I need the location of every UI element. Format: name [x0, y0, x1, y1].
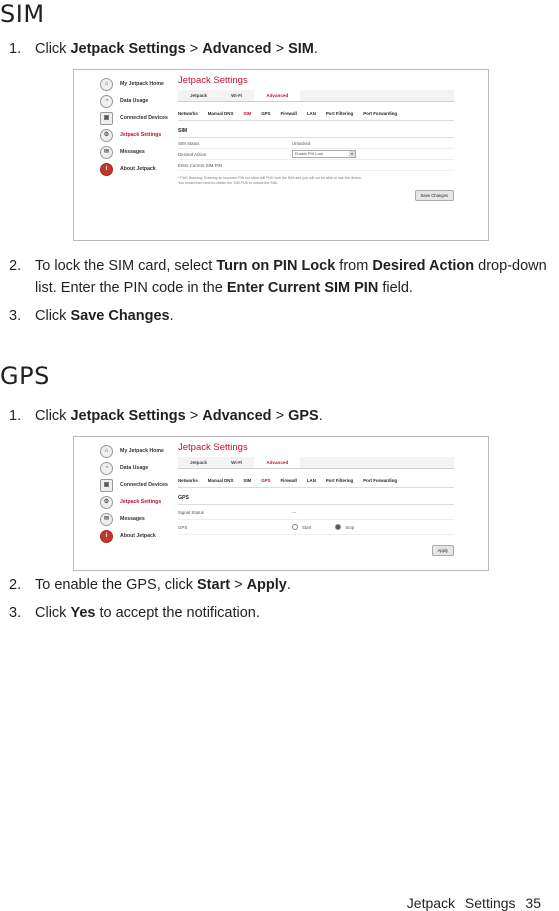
message-icon: ✉	[100, 513, 113, 526]
settings-panel	[178, 442, 454, 556]
puk-warning: * PUK Warning: Entering an incorrect PIN too often will PUK lock the SIM and you will not be able to use the device. You would then need to obtain the SIM PUK to unlock the SIM.	[178, 176, 363, 185]
sidebar-item-data-usage: ◔ Data Usage	[100, 460, 240, 476]
sidebar-item-messages: ✉ Messages	[100, 511, 240, 527]
tab-advanced: Advanced	[254, 90, 300, 101]
subtab-networks: Networks	[178, 111, 198, 116]
sidebar-item-home: ⌂ My Jetpack Home	[100, 443, 240, 459]
radio-off-icon	[292, 524, 298, 530]
subtab-gps: GPS	[261, 111, 271, 116]
home-icon: ⌂	[100, 78, 113, 91]
devices-icon: ▣	[100, 112, 113, 125]
devices-icon: ▣	[100, 479, 113, 492]
subtab-port-forwarding: Port Forwarding	[363, 478, 398, 483]
signal-status-row: Signal Status ---	[178, 505, 454, 520]
sidebar-item-connected-devices: ▣ Connected Devices	[100, 477, 240, 493]
subtab-lan: LAN	[306, 111, 316, 116]
step-number: 1.	[9, 41, 22, 57]
tab-advanced: Advanced	[254, 457, 300, 468]
chart-icon: ◔	[100, 462, 113, 475]
tab-bar	[178, 90, 454, 102]
subtab-firewall: Firewall	[280, 111, 297, 116]
subtab-lan: LAN	[306, 478, 316, 483]
tab-bar	[178, 457, 454, 469]
tab-jetpack: Jetpack	[190, 460, 208, 465]
message-icon: ✉	[100, 146, 113, 159]
subtab-sim: SIM	[243, 111, 252, 116]
page-number: 35	[525, 895, 541, 911]
subtab-port-filtering: Port Filtering	[325, 111, 354, 116]
gps-heading: GPS	[0, 362, 50, 390]
save-changes-button: Save Changes	[415, 190, 454, 201]
home-icon: ⌂	[100, 445, 113, 458]
sim-status-row: SIM Status Unlocked	[178, 138, 454, 149]
sidebar-item-home: ⌂ My Jetpack Home	[100, 76, 240, 92]
current-pin-row: Enter Current SIM PIN	[178, 160, 454, 171]
chart-icon: ◔	[100, 95, 113, 108]
subtab-port-forwarding: Port Forwarding	[363, 111, 398, 116]
subtab-sim: SIM	[243, 478, 252, 483]
subtab-bar	[178, 478, 454, 488]
subtab-bar	[178, 111, 454, 121]
sim-settings-screenshot	[73, 69, 489, 241]
section-title: GPS	[178, 495, 454, 505]
tab-wifi: Wi-Fi	[231, 93, 243, 98]
section-title: SIM	[178, 128, 454, 138]
page-title: Jetpack Settings	[178, 442, 248, 453]
page-title: Jetpack Settings	[178, 75, 248, 86]
desired-action-select: Enable PIN Lock ▾	[292, 150, 356, 158]
footer-section-title: Jetpack Settings	[406, 895, 516, 911]
stop-radio: Stop	[335, 524, 354, 530]
sidebar-item-data-usage: ◔ Data Usage	[100, 93, 240, 109]
gps-settings-screenshot	[73, 436, 489, 571]
settings-panel	[178, 75, 454, 201]
gear-icon: ⚙	[100, 129, 113, 142]
sidebar-item-about: i About Jetpack	[100, 528, 240, 544]
subtab-firewall: Firewall	[280, 478, 297, 483]
sidebar-item-messages: ✉ Messages	[100, 144, 240, 160]
chevron-down-icon: ▾	[350, 151, 353, 156]
tab-wifi: Wi-Fi	[231, 460, 243, 465]
apply-button: Apply	[432, 545, 454, 556]
gear-icon: ⚙	[100, 496, 113, 509]
info-icon: i	[100, 163, 113, 176]
radio-on-icon	[335, 524, 341, 530]
subtab-manual-dns: Manual DNS	[207, 478, 234, 483]
subtab-manual-dns: Manual DNS	[207, 111, 234, 116]
tab-jetpack: Jetpack	[190, 93, 208, 98]
gps-row: GPS Start Stop	[178, 520, 454, 535]
start-radio: Start	[292, 524, 311, 530]
sidebar-item-connected-devices: ▣ Connected Devices	[100, 110, 240, 126]
sim-heading: SIM	[0, 0, 45, 28]
subtab-gps: GPS	[261, 478, 271, 483]
sidebar-item-jetpack-settings: ⚙ Jetpack Settings	[100, 127, 240, 143]
subtab-port-filtering: Port Filtering	[325, 478, 354, 483]
sidebar-item-jetpack-settings: ⚙ Jetpack Settings	[100, 494, 240, 510]
info-icon: i	[100, 530, 113, 543]
subtab-networks: Networks	[178, 478, 198, 483]
page-footer	[407, 895, 541, 911]
desired-action-row: Desired Action Enable PIN Lock ▾	[178, 149, 454, 160]
sidebar-item-about: i About Jetpack	[100, 161, 240, 177]
